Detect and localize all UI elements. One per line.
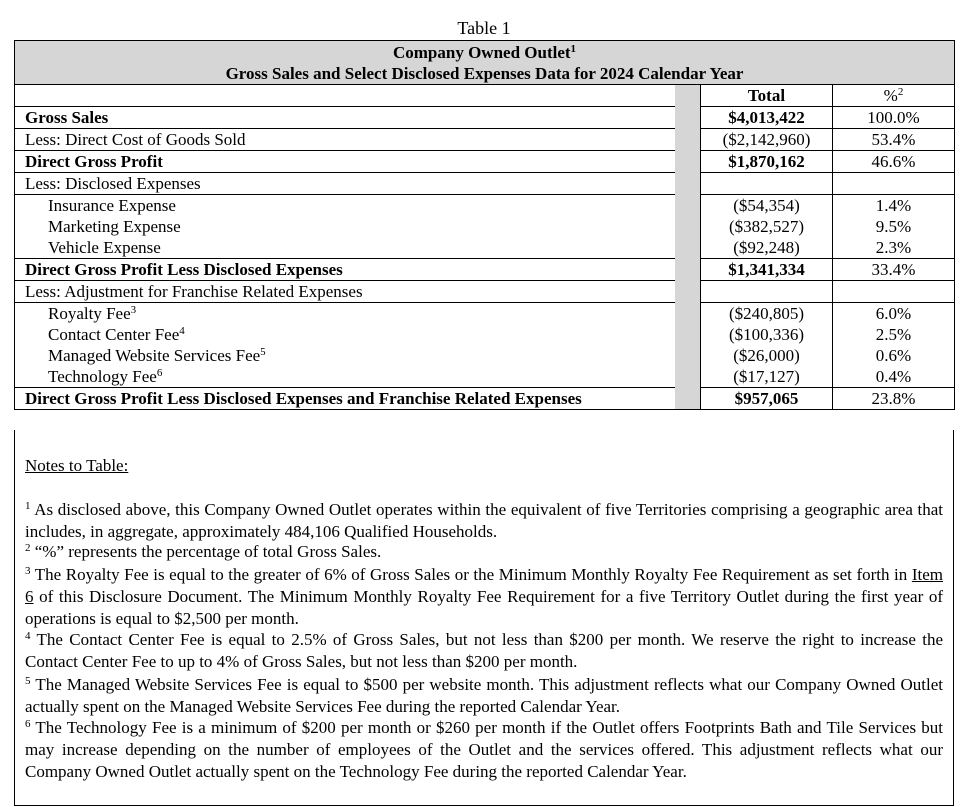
column-header-row — [15, 85, 955, 107]
notes-section — [14, 430, 954, 806]
table-row: Gross Sales $4,013,422 100.0% — [15, 107, 955, 129]
table-row: Direct Gross Profit Less Disclosed Expenses $1,341,334 33.4% — [15, 259, 955, 281]
table-row: Less: Adjustment for Franchise Related Expenses — [15, 281, 955, 303]
note-2: $^2$ “%” represents the percentage of total Gross Sales. — [25, 542, 382, 561]
table-row: Direct Gross Profit $1,870,162 46.6% — [15, 151, 955, 173]
table-subtitle: Gross Sales and Select Disclosed Expenses Data for 2024 Calendar Year — [15, 63, 955, 85]
column-percent: %$^2$ — [833, 85, 955, 107]
table-title: Company Owned Outlet$^1$ — [15, 41, 955, 64]
note-6: $^6$ The Technology Fee is a minimum of $200 per month or $260 per month if the Outlet offers Footprints Bath and Tile Services but may increase depending on the number of employees of the Outlet and the services offered. This adjustment reflects what our Company Owned Outlet actually spent on the Technology Fee during the reported Calendar Year. — [25, 718, 943, 781]
table-row: Vehicle Expense ($92,248) 2.3% — [15, 237, 955, 259]
table-row: Marketing Expense ($382,527) 9.5% — [15, 216, 955, 237]
note-5: $^5$ The Managed Website Services Fee is equal to $500 per website month. This adjustment reflects what our Company Owned Outlet actually spent on the Managed Website Services Fee during the reported Calendar Year. — [25, 675, 943, 716]
column-total: Total — [701, 85, 833, 107]
table-row: Direct Gross Profit Less Disclosed Expenses and Franchise Related Expenses $957,065 23.8% — [15, 388, 955, 410]
table-row: Insurance Expense ($54,354) 1.4% — [15, 195, 955, 217]
table-row: Contact Center Fee$^4$ ($100,336) 2.5% — [15, 324, 955, 345]
table-row: Less: Direct Cost of Goods Sold ($2,142,960) 53.4% — [15, 129, 955, 151]
table-row: Less: Disclosed Expenses — [15, 173, 955, 195]
table-row: Royalty Fee$^3$ ($240,805) 6.0% — [15, 303, 955, 325]
table-row: Managed Website Services Fee$^5$ ($26,000) 0.6% — [15, 345, 955, 366]
note-1: $^1$ As disclosed above, this Company Owned Outlet operates within the equivalent of five Territories comprising a geographic area that includes, in aggregate, approximately 484,106 Qualified Households. — [25, 500, 944, 541]
table-row: Technology Fee$^6$ ($17,127) 0.4% — [15, 366, 955, 388]
notes-title: Notes to Table: — [25, 456, 129, 475]
note-4: $^4$ The Contact Center Fee is equal to 2.5% of Gross Sales, but not less than $200 per month. We reserve the right to increase the Contact Center Fee to up to 4% of Gross Sales, but not less than $200 per month. — [25, 630, 943, 671]
note-3: $^3$ The Royalty Fee is equal to the greater of 6% of Gross Sales or the Minimum Monthly Royalty Fee Requirement as set forth in Item 6 of this Disclosure Document. The Minimum Monthly Royalty Fee Requirement for a five Territory Outlet during the first year of operations is equal to $2,500 per month. — [25, 565, 944, 628]
table-caption: Table 1 — [457, 18, 511, 38]
financial-table — [14, 40, 955, 410]
item-6-link[interactable]: Item 6 — [25, 565, 944, 606]
